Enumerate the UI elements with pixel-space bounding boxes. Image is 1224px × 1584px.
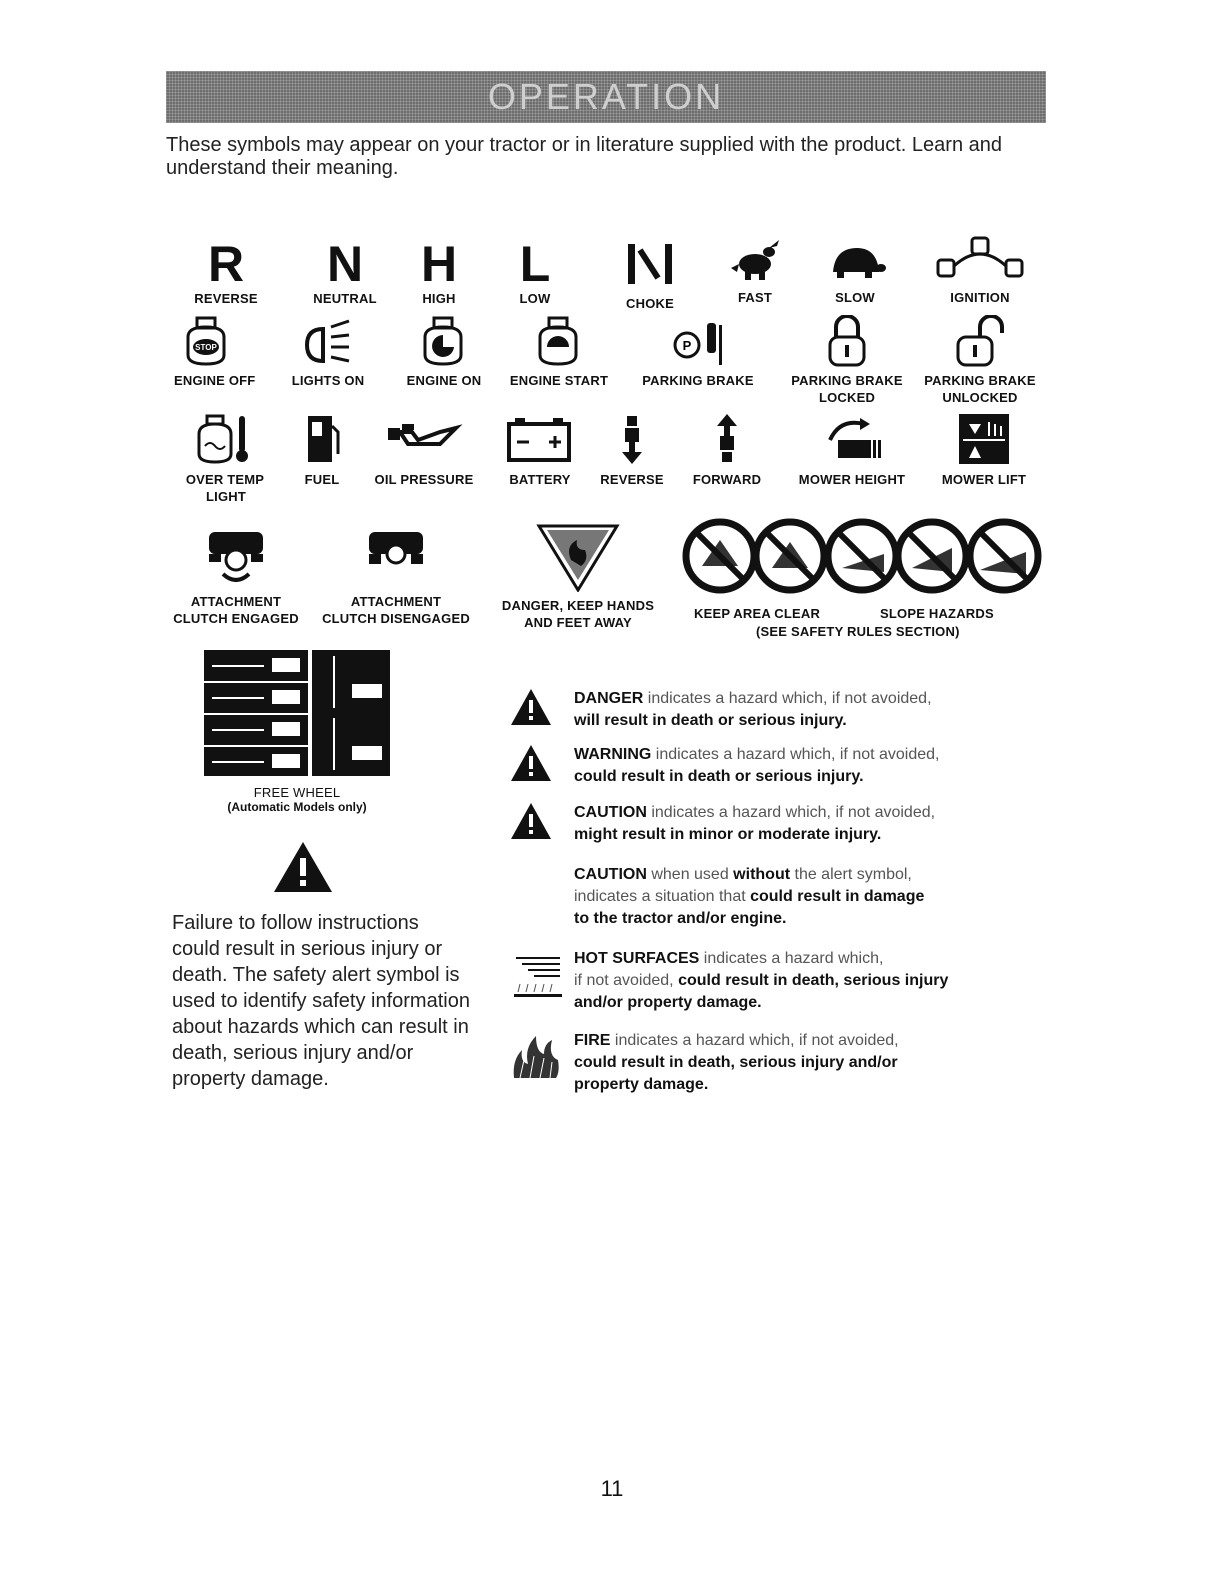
caution2-word: CAUTION: [574, 866, 647, 883]
warning-bold: could result in death or serious injury.: [574, 768, 864, 785]
p-text: P: [682, 338, 692, 353]
hazard-diamond-icon: [533, 520, 623, 592]
engine-start-symbol: [504, 315, 614, 389]
battery-icon: [503, 410, 577, 466]
free-wheel-note: (Automatic Models only): [227, 800, 367, 814]
forward-arrow-symbol: [684, 410, 770, 488]
hot-text: indicates a hazard which,: [699, 950, 884, 967]
fire-text: indicates a hazard which, if not avoided,: [610, 1032, 899, 1049]
page-number: 11: [600, 1476, 624, 1501]
caution2-b3: to the tractor and/or engine.: [574, 910, 787, 927]
slope-hazards-label: SLOPE HAZARDS: [880, 606, 994, 621]
hot-b2: and/or property damage.: [574, 994, 762, 1011]
caution2-t1: when used: [646, 866, 734, 883]
fire-icon: [510, 1030, 562, 1082]
mower-height-label: MOWER HEIGHT: [798, 472, 906, 487]
over-temp-icon: [195, 410, 255, 466]
engine-off-symbol: [174, 315, 256, 389]
battery-symbol: [500, 410, 580, 488]
danger-hands-label: DANGER, KEEP HANDS: [501, 598, 655, 613]
warning-text: indicates a hazard which, if not avoided,: [651, 746, 940, 763]
over-temp-label2: LIGHT: [206, 489, 246, 504]
slow-label: SLOW: [835, 290, 875, 305]
stop-text: STOP: [195, 343, 217, 352]
reverse-glyph: R: [207, 236, 245, 292]
choke-label: CHOKE: [626, 296, 674, 311]
safety-alert-icon: [272, 840, 334, 894]
brake-locked-symbol: [786, 315, 908, 406]
clutch-engaged-label: ATTACHMENT: [190, 594, 282, 609]
engine-off-icon: [182, 315, 232, 367]
caution2-t3: indicates a situation that: [574, 888, 751, 905]
safety-rules-note: (SEE SAFETY RULES SECTION): [756, 624, 960, 639]
caution2-b2: could result in damage: [750, 888, 925, 905]
reverse-arrow-icon: [617, 410, 647, 466]
neutral-label: NEUTRAL: [313, 291, 377, 306]
danger-hands-label2: AND FEET AWAY: [524, 615, 632, 630]
lights-on-symbol: [288, 315, 368, 389]
caution-word: CAUTION: [574, 804, 647, 821]
mower-height-symbol: [790, 410, 914, 488]
mower-lift-symbol: [936, 410, 1032, 488]
lights-on-icon: [303, 315, 353, 367]
fuel-icon: [302, 410, 342, 466]
engine-on-symbol: [402, 315, 486, 389]
fuel-symbol: [294, 410, 350, 488]
warning-word: WARNING: [574, 746, 652, 763]
danger-word: DANGER: [574, 690, 644, 707]
hot-b1: could result in death, serious injury: [678, 972, 949, 989]
high-symbol: [404, 238, 474, 307]
caution-text: indicates a hazard which, if not avoided,: [646, 804, 936, 821]
section-banner: [166, 71, 1046, 123]
lights-on-label: LIGHTS ON: [291, 373, 365, 388]
rabbit-icon: [725, 238, 785, 284]
mower-lift-icon: [955, 410, 1013, 466]
reverse-symbol: [186, 238, 266, 307]
danger-alert-icon: [510, 688, 552, 726]
battery-label: BATTERY: [509, 472, 571, 487]
over-temp-symbol: [180, 410, 270, 505]
forward-arrow-label: FORWARD: [692, 472, 762, 487]
brake-locked-label: PARKING BRAKE: [791, 373, 903, 388]
parking-brake-label: PARKING BRAKE: [642, 373, 754, 388]
danger-hands-symbol: [494, 520, 662, 631]
clutch-engaged-label2: CLUTCH ENGAGED: [173, 611, 299, 626]
oil-pressure-icon: [382, 410, 466, 466]
hot-surface-icon: [510, 948, 566, 1008]
engine-start-icon: [534, 315, 584, 367]
ignition-symbol: [930, 232, 1030, 306]
mower-lift-label: MOWER LIFT: [941, 472, 1027, 487]
forward-arrow-icon: [712, 410, 742, 466]
failure-paragraph: Failure to follow instructions could result in serious injury or death. The safety alert symbol is used to identify safety information about hazards which can result in death, serious injury and/or property damage.: [172, 912, 470, 1090]
high-label: HIGH: [422, 291, 456, 306]
clutch-disengaged-label: ATTACHMENT: [350, 594, 442, 609]
free-wheel-label: FREE WHEEL: [253, 785, 341, 800]
hot-t2: if not avoided,: [574, 972, 679, 989]
clutch-disengaged-label2: CLUTCH DISENGAGED: [322, 611, 470, 626]
intro-text: These symbols may appear on your tractor or in literature supplied with the product. Learn and understand their meaning.: [166, 134, 1002, 179]
free-wheel-chart: [204, 650, 390, 776]
oil-pressure-label: OIL PRESSURE: [374, 472, 474, 487]
reverse-arrow-symbol: [592, 410, 672, 488]
brake-unlocked-icon: [952, 315, 1008, 367]
parking-brake-icon: [667, 315, 729, 367]
engine-off-label: ENGINE OFF: [174, 373, 256, 388]
fast-symbol: [720, 238, 790, 306]
clutch-engaged-icon: [201, 524, 271, 588]
choke-symbol: [610, 238, 690, 312]
mower-height-icon: [820, 410, 884, 466]
engine-on-label: ENGINE ON: [406, 373, 482, 388]
neutral-glyph: N: [326, 236, 364, 292]
engine-start-label: ENGINE START: [509, 373, 609, 388]
reverse-label: REVERSE: [194, 291, 258, 306]
ignition-label: IGNITION: [950, 290, 1010, 305]
warning-alert-icon: [510, 744, 552, 782]
caution-alert-icon: [510, 802, 552, 840]
clutch-disengaged-symbol: [314, 524, 478, 627]
high-glyph: H: [420, 236, 458, 292]
fuel-label: FUEL: [304, 472, 340, 487]
parking-brake-symbol: [636, 315, 760, 389]
turtle-icon: [823, 238, 887, 284]
slow-symbol: [820, 238, 890, 306]
brake-locked-label2: LOCKED: [818, 390, 876, 405]
banner-title: OPERATION: [487, 76, 725, 117]
low-symbol: [505, 238, 565, 307]
choke-icon: [620, 238, 680, 290]
neutral-symbol: [300, 238, 390, 307]
danger-text: indicates a hazard which, if not avoided,: [643, 690, 932, 707]
low-label: LOW: [519, 291, 551, 306]
over-temp-label: OVER TEMP: [185, 472, 265, 487]
brake-unlocked-label: PARKING BRAKE: [924, 373, 1036, 388]
danger-bold: will result in death or serious injury.: [574, 712, 847, 729]
caution2-b1: without: [733, 866, 791, 883]
oil-pressure-symbol: [366, 410, 482, 488]
reverse-arrow-label: REVERSE: [600, 472, 664, 487]
fire-b2: property damage.: [574, 1076, 709, 1093]
keep-area-clear-label: KEEP AREA CLEAR: [694, 606, 821, 621]
fire-word: FIRE: [574, 1032, 611, 1049]
ignition-icon: [932, 232, 1028, 284]
hot-word: HOT SURFACES: [574, 950, 700, 967]
caution2-t2: the alert symbol,: [790, 866, 912, 883]
prohibition-signs: [680, 516, 1046, 596]
brake-unlocked-symbol: [918, 315, 1042, 406]
fire-b1: could result in death, serious injury and/or: [574, 1054, 898, 1071]
brake-locked-icon: [822, 315, 872, 367]
clutch-disengaged-icon: [361, 524, 431, 588]
engine-on-icon: [419, 315, 469, 367]
caution-bold: might result in minor or moderate injury.: [574, 826, 882, 843]
fast-label: FAST: [737, 290, 773, 305]
brake-unlocked-label2: UNLOCKED: [942, 390, 1018, 405]
clutch-engaged-symbol: [168, 524, 304, 627]
low-glyph: L: [519, 236, 551, 292]
